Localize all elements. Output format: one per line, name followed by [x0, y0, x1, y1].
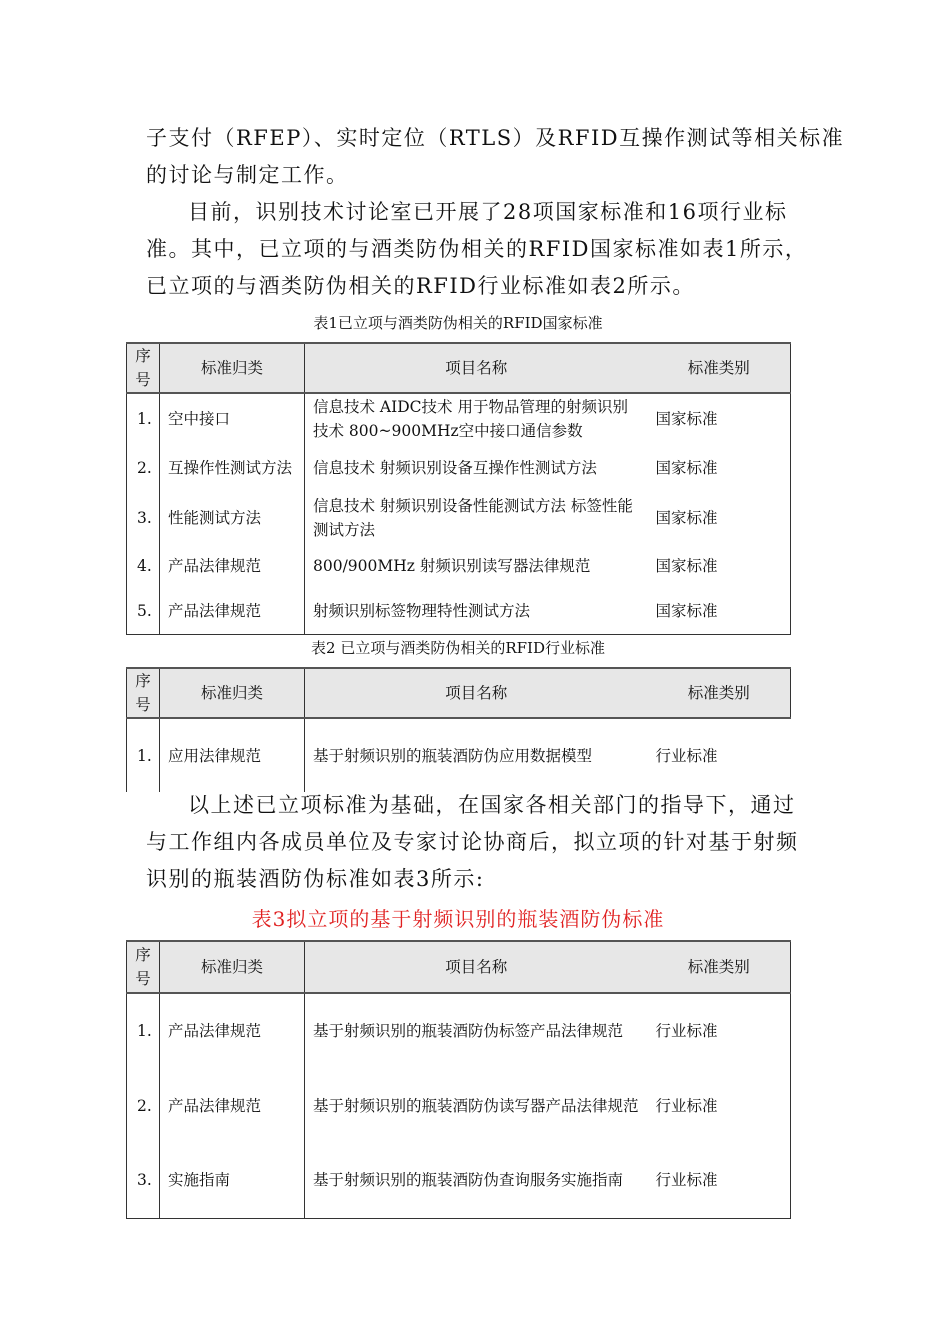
cell-serial: 1. [127, 393, 160, 443]
cell-serial: 2. [127, 443, 160, 493]
header-category: 标准归类 [160, 941, 305, 993]
cell-category: 实施指南 [160, 1143, 305, 1218]
paragraph-current-status [146, 194, 810, 305]
text-line: 以上述已立项标准为基础，在国家各相关部门的指导下，通过 [188, 793, 796, 817]
table3-proposed-standards [126, 940, 791, 1219]
table-row [127, 588, 791, 634]
cell-category: 空中接口 [160, 393, 305, 443]
cell-serial: 5. [127, 588, 160, 634]
text-line: 与工作组内各成员单位及专家讨论协商后，拟立项的针对基于射频 [146, 830, 799, 854]
cell-project-name: 基于射频识别的瓶装酒防伪查询服务实施指南 [305, 1143, 648, 1218]
cell-project-name: 信息技术 AIDC技术 用于物品管理的射频识别技术 800~900MHz空中接口通信参数 [313, 397, 628, 440]
text-line: 已立项的与酒类防伪相关的RFID行业标准如表2所示。 [146, 274, 695, 298]
cell-standard-type: 国家标准 [648, 588, 791, 634]
text-line: 的讨论与制定工作。 [146, 163, 349, 187]
cell-category: 性能测试方法 [160, 493, 305, 543]
header-serial: 序号 [127, 343, 160, 393]
cell-category: 产品法律规范 [160, 1068, 305, 1143]
cell-project-name: 射频识别标签物理特性测试方法 [305, 588, 648, 634]
table3-caption: 表3拟立项的基于射频识别的瓶装酒防伪标准 [251, 907, 665, 931]
header-project-name: 项目名称 [305, 343, 648, 393]
cell-standard-type: 国家标准 [648, 493, 791, 543]
header-standard-type: 标准类别 [648, 668, 791, 718]
text-line: 准。其中，已立项的与酒类防伪相关的RFID国家标准如表1所示， [146, 237, 808, 261]
header-project-name: 项目名称 [305, 941, 648, 993]
paragraph-continuation [146, 120, 845, 194]
cell-standard-type: 行业标准 [648, 1143, 791, 1218]
table-row [127, 993, 791, 1068]
cell-project-name: 基于射频识别的瓶装酒防伪应用数据模型 [313, 746, 593, 765]
text-line: 子支付（RFEP）、实时定位（RTLS）及RFID互操作测试等相关标准 [146, 126, 845, 150]
cell-serial: 1. [127, 993, 160, 1068]
table-row [127, 1068, 791, 1143]
cell-category: 互操作性测试方法 [160, 443, 305, 493]
table2-caption: 表2 已立项与酒类防伪相关的RFID行业标准 [311, 639, 605, 657]
table-row [127, 393, 791, 443]
cell-standard-type: 国家标准 [648, 443, 791, 493]
header-category: 标准归类 [160, 343, 305, 393]
table1-national-standards [126, 342, 791, 635]
header-serial: 序号 [127, 668, 160, 718]
header-category: 标准归类 [160, 668, 305, 718]
cell-project-name: 基于射频识别的瓶装酒防伪读写器产品法律规范 [313, 1096, 639, 1115]
cell-standard-type: 行业标准 [648, 1068, 791, 1143]
cell-serial: 4. [127, 543, 160, 588]
cell-standard-type: 行业标准 [655, 746, 718, 765]
text-line: 识别的瓶装酒防伪标准如表3所示: [146, 867, 485, 891]
table-header-row [127, 343, 791, 393]
cell-category: 产品法律规范 [160, 588, 305, 634]
text-line: 目前，识别技术讨论室已开展了28项国家标准和16项行业标 [188, 200, 788, 224]
table1-caption: 表1已立项与酒类防伪相关的RFID国家标准 [313, 314, 603, 332]
table-header-row [127, 941, 791, 993]
table-row [127, 493, 791, 543]
header-standard-type: 标准类别 [648, 941, 791, 993]
header-standard-type: 标准类别 [648, 343, 791, 393]
cell-serial: 2. [127, 1068, 160, 1143]
cell-standard-type: 国家标准 [648, 393, 791, 443]
table-row [127, 1143, 791, 1218]
table2-industry-standards [126, 667, 791, 792]
cell-project-name: 信息技术 射频识别设备互操作性测试方法 [313, 459, 597, 477]
cell-serial: 3. [127, 1143, 160, 1218]
cell-category: 产品法律规范 [160, 543, 305, 588]
table-header-row [127, 668, 791, 718]
paragraph-proposed [146, 787, 810, 898]
cell-standard-type: 行业标准 [648, 993, 791, 1068]
cell-project-name: 基于射频识别的瓶装酒防伪标签产品法律规范 [313, 1022, 624, 1040]
cell-serial: 3. [127, 493, 160, 543]
cell-standard-type: 国家标准 [648, 543, 791, 588]
header-project-name: 项目名称 [305, 668, 648, 718]
cell-category: 产品法律规范 [160, 993, 305, 1068]
cell-category: 应用法律规范 [160, 718, 305, 792]
table-row [127, 443, 791, 493]
table-row [127, 718, 791, 792]
cell-project-name: 800/900MHz 射频识别读写器法律规范 [313, 556, 591, 575]
table-row [127, 543, 791, 588]
header-serial: 序号 [127, 941, 160, 993]
cell-serial: 1. [127, 718, 160, 792]
cell-project-name: 信息技术 射频识别设备性能测试方法 标签性能测试方法 [313, 497, 633, 539]
